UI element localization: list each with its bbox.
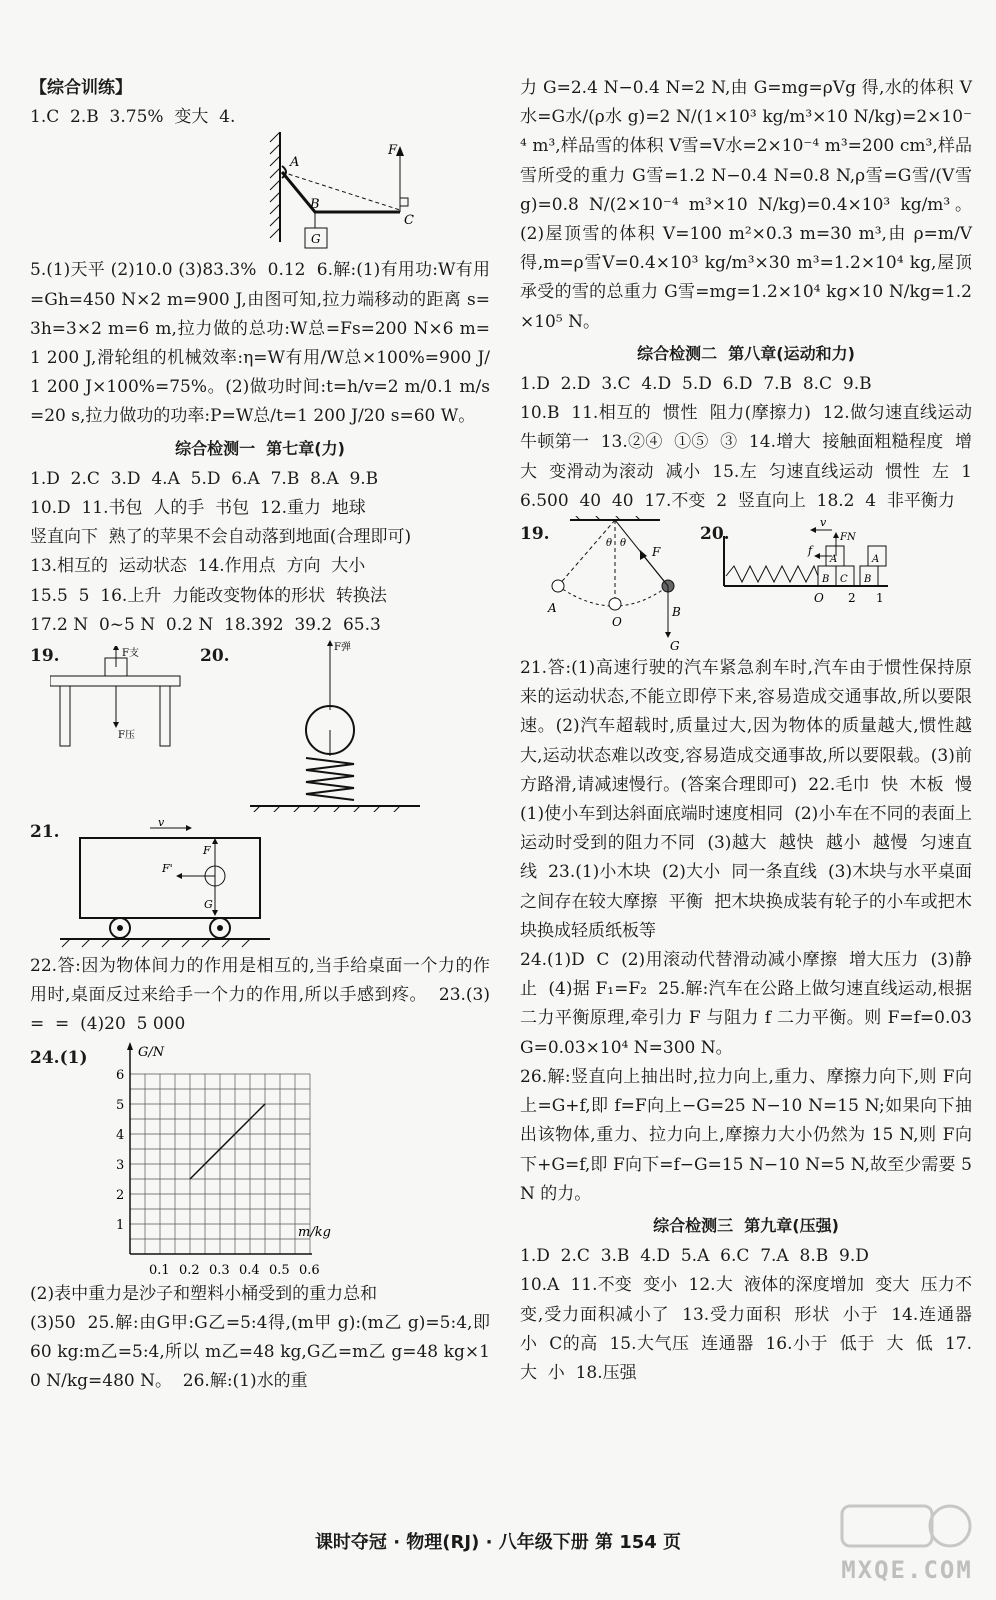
label-C-1: C [840,574,848,586]
label-A: A [548,601,557,616]
label-O: O [612,615,622,630]
label-F-spring: F弹 [334,642,351,654]
x-tick-label: 0.3 [209,1262,230,1278]
figure-lever-4 [30,132,490,256]
label-C: C [404,213,414,229]
label-theta-2: θ [620,538,627,550]
q20-number: 20. [200,646,230,667]
heading-test-2: 综合检测二 第八章(运动和力) [637,343,855,363]
label-G: G [311,232,321,247]
label-f: f [808,544,813,558]
figure-24-chart [30,1040,490,1280]
q20r-number: 20. [700,524,730,545]
x-tick-label: 0.6 [299,1262,320,1278]
lever-diagram [250,132,490,256]
answers-test2-q21-26: 21.答:(1)高速行驶的汽车紧急刹车时,汽车由于惯性保持原来的运动状态,不能立即停下来,容易造成交通事故,所以要限速。(2)汽车超载时,质量过大,因为物体的质量越大,惯性越大,运动状态难以改变,容易造成交通事故,所以要限载。(3)前方路滑,请减速慢行。(答案合理即可) 22.毛巾 快 木板 慢 (1)使小车到达斜面底端时速度相同 (2)小车在不同的表面上运动时受到的阻力不同 (3)越大 越快 越小 越慢 匀速直线 23.(1)小木块 (2)大小 同一条直线 (3)木块与水平桌面之间存在较大摩擦 平衡 把木块换成装有轮子的小车或把木块换成轻质纸板等 24.(1)D C (2)用滚动代替滑动减小摩擦 增大压力 (3)静止 (4)据 F₁=F₂ 25.解:汽车在公路上做匀速直线运动,根据二力平衡原理,牵引力 F 与阻力 f 二力平衡。则 F=f=0.03 G=0.03×10⁴ N=300 N。 26.解:竖直向上抽出时,拉力向上,重力、摩擦力向下,则 F向上=G+f,即 f=F向上−G=25 N−10 N=15 N;如果向下抽出该物体,重力、拉力向上,摩擦力大小仍然为 15 N,则 F向下+G=f,即 F向下=f−G=15 N−10 N=5 N,故至少需要 5 N 的力。 [520,658,972,1204]
label-O: O [814,591,824,606]
figure-19-20-left [30,640,490,818]
q24-number: 24.(1) [30,1047,88,1068]
pendulum-diagram [540,516,690,652]
x-tick-label: 0.4 [239,1262,260,1278]
spring-ball-diagram [220,640,430,812]
cart-diagram [60,818,270,950]
answers-q1-4: 1.C 2.B 3.75% 变大 4. [30,107,236,128]
answers-q24-26: (2)表中重力是沙子和塑料小桶受到的重力总和 (3)50 25.解:由G甲:G乙=5:4得,(m甲 g):(m乙 g)=5:4,即 60 kg:m乙=5:4,所以 m乙=48 kg,G乙=m乙 g=48 kg×10 N/kg=480 N。 26.解:(1)水的重 [30,1283,490,1392]
label-A: A [290,155,300,171]
x-tick-label: 0.1 [149,1262,170,1278]
q19r-number: 19. [520,524,550,545]
q19-number: 19. [30,646,60,667]
label-A-2: A [872,554,880,566]
label-1: 1 [876,591,884,606]
label-G: G [204,898,213,912]
watermark-logo [832,1500,982,1592]
y-tick-label: 6 [116,1067,125,1083]
label-Fprime: F' [162,862,173,876]
label-F: F [388,143,398,159]
table-force-diagram [50,646,190,766]
right-column [520,74,978,1388]
answers-test1-q1-18: 1.D 2.C 3.D 4.A 5.D 6.A 7.B 8.A 9.B 10.D 11.书包 人的手 书包 12.重力 地球 竖直向下 熟了的苹果不会自动落到地面(合理即可) 13.相互的 运动状态 14.作用点 方向 大小 15.5 5 16.上升 力能改变物体的形状 转换法 17.2 N 0~5 N 0.2 N 18.392 39.2 65.3 [30,468,412,635]
label-A-1: A [830,554,838,566]
page-footer: 课时夺冠 · 物理(RJ) · 八年级下册 第 154 页 [314,1532,682,1553]
y-axis-label: G/N [138,1044,165,1060]
label-theta-1: θ [606,538,613,550]
answers-test3-q1-18: 1.D 2.C 3.B 4.D 5.A 6.C 7.A 8.B 9.D 10.A 11.不变 变小 12.大 液体的深度增加 变大 压力不变,受力面积减小了 13.受力面积 形状 小于 14.连通器 小 C的高 15.大气压 连通器 16.小于 低于 大 低 17.大 小 18.压强 [520,1246,972,1383]
mass-weight-chart [90,1040,350,1278]
label-F-press: F压 [118,730,135,742]
label-F: F [652,545,661,560]
y-tick-label: 3 [116,1157,125,1173]
chart-grid [130,1074,310,1254]
spring-blocks-diagram [720,516,970,626]
section-heading: 【综合训练】 [30,78,132,98]
x-tick-label: 0.2 [179,1262,200,1278]
label-FN: FN [840,532,856,544]
x-axis-label: m/kg [298,1224,331,1240]
y-tick-label: 1 [116,1217,125,1233]
x-tick-label: 0.5 [269,1262,290,1278]
figure-19-20-right [520,516,972,654]
label-2: 2 [848,591,856,606]
q21-number: 21. [30,822,60,843]
label-v: v [158,818,165,830]
figure-21-left [30,818,490,952]
y-tick-label: 2 [116,1187,125,1203]
label-B-1: B [822,574,830,586]
data-line [190,1104,265,1179]
y-tick-label: 4 [116,1127,125,1143]
label-B: B [672,605,681,620]
label-B-2: B [864,574,872,586]
answers-snow-calc: 力 G=2.4 N−0.4 N=2 N,由 G=mg=ρVg 得,水的体积 V水=G水/(ρ水 g)=2 N/(1×10³ kg/m³×10 N/kg)=2×10⁻⁴ m³,样品雪的体积 V雪=V水=2×10⁻⁴ m³=200 cm³,样品雪所受的重力 G雪=1.2 N−0.4 N=0.8 N,ρ雪=G雪/(V雪 g)=0.8 N/(2×10⁻⁴ m³×10 N/kg)=0.4×10³ kg/m³。(2)屋顶雪的体积 V=100 m²×0.3 m=30 m³,由 ρ=m/V 得,m=ρ雪V=0.4×10³ kg/m³×30 m³=1.2×10⁴ kg,屋顶承受的雪的总重力 G雪=mg=1.2×10⁴ kg×10 N/kg=1.2×10⁵ N。 [520,78,978,332]
answers-test2-q1-18: 1.D 2.D 3.C 4.D 5.D 6.D 7.B 8.C 9.B 10.B 11.相互的 惯性 阻力(摩擦力) 12.做匀速直线运动 牛顿第一 13.②④ ①⑤ ③ 14.增大 接触面粗糙程度 增大 变滑动为滚动 减小 15.左 匀速直线运动 惯性 左 16.500 40 40 17.不变 2 竖直向上 18.2 4 非平衡力 [520,374,972,511]
heading-test-3: 综合检测三 第九章(压强) [653,1215,839,1235]
label-F-support: F支 [122,648,139,660]
label-v: v [820,516,827,530]
y-tick-label: 5 [116,1097,125,1113]
label-F: F [203,844,211,858]
label-G: G [670,639,680,653]
left-column [30,74,490,1396]
watermark-text: MXQE.COM [841,1556,973,1584]
answers-q22-23: 22.答:因为物体间力的作用是相互的,当手给桌面一个力的作用时,桌面反过来给手一个力的作用,所以手感到疼。 23.(3)= = (4)20 5 000 [30,956,490,1035]
answers-q5-6: 5.(1)天平 (2)10.0 (3)83.3% 0.12 6.解:(1)有用功:W有用=Gh=450 N×2 m=900 J,由图可知,拉力端移动的距离 s=3h=3×2 m=6 m,拉力做的总功:W总=Fs=200 N×6 m=1 200 J,滑轮组的机械效率:η=W有用/W总×100%=900 J/1 200 J×100%=75%。(2)做功时间:t=h/v=2 m/0.1 m/s=20 s,拉力做功的功率:P=W总/t=1 200 J/20 s=60 W。 [30,260,490,427]
heading-test-1: 综合检测一 第七章(力) [175,438,345,458]
label-B: B [310,197,320,213]
